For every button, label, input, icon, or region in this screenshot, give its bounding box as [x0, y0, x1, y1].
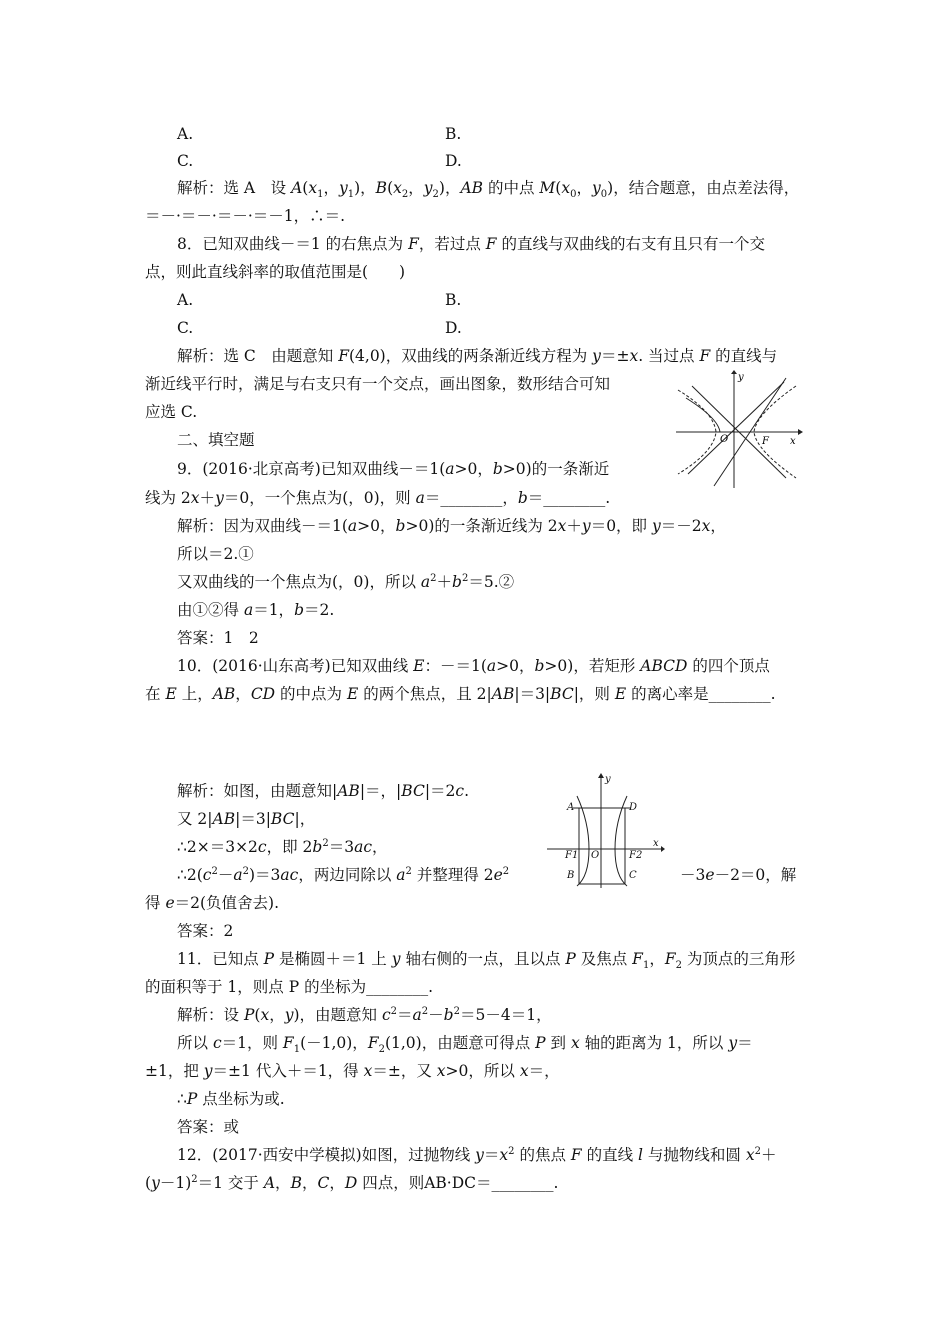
label-f1: F1	[565, 850, 579, 861]
focus-label: F	[762, 436, 769, 447]
origin-label: O	[720, 434, 729, 445]
text-line: 二、填空题	[177, 431, 255, 449]
y-axis-label: y	[605, 774, 611, 785]
hyperbola-figure	[674, 370, 804, 490]
text-line: 又 2|AB|＝3|BC|，	[177, 810, 316, 828]
curve	[686, 398, 720, 432]
text-line: A.	[177, 125, 194, 143]
text-line: －3e－2＝0，解	[680, 866, 797, 884]
text-line: 答案：2	[177, 922, 234, 940]
text-line: C.	[177, 319, 194, 337]
text-line: $(y-1)^2=1$ 交于 A，B，C，D 四点，则AB·DC＝________.	[145, 1173, 559, 1192]
text-line: 在 E 上，AB，CD 的中点为 E 的两个焦点，且 2|AB|＝3|BC|，则 E 的离心率是________.	[145, 685, 776, 703]
text-line: 12．(2017·西安中学模拟)如图，过抛物线 $y=x^2$ 的焦点 F 的直线 l 与抛物线和圆 $x^2+$	[177, 1145, 777, 1164]
text-line: 所以＝2.①	[177, 545, 254, 563]
text-line: B.	[445, 125, 462, 143]
text-line: 由①②得 a＝1，b＝2.	[177, 601, 335, 619]
text-line: ∴P 点坐标为或.	[177, 1090, 285, 1108]
text-line: 10．(2016·山东高考)已知双曲线 E：－＝1(a>0，b>0)，若矩形 ABCD 的四个顶点	[177, 657, 770, 675]
text-line: A.	[177, 291, 194, 309]
text-line: C.	[177, 152, 194, 170]
text-line: ∴2×＝3×2c，即 $2b^2=3ac$，	[177, 837, 388, 856]
label-b: B	[567, 870, 575, 881]
text-line: 点，则此直线斜率的取值范围是( )	[145, 263, 406, 281]
text-line: 11．已知点 P 是椭圆＋＝1 上 y 轴右侧的一点，且以点 P 及焦点 $F_1$，$F_2$ 为顶点的三角形	[177, 950, 796, 972]
label-f2: F2	[629, 850, 643, 861]
text-line: 渐近线平行时，满足与右支只有一个交点，画出图象，数形结合可知	[145, 375, 611, 393]
text-line: 线为 2x＋y＝0，一个焦点为(，0)，则 a＝________，b＝________.	[145, 489, 611, 507]
text-line: 的面积等于 1，则点 P 的坐标为________.	[145, 978, 433, 996]
label-d: D	[629, 802, 638, 813]
text-line: 9．(2016·北京高考)已知双曲线－＝1(a>0，b>0)的一条渐近	[177, 460, 610, 478]
text-line: 解析：选 C 由题意知 F(4,0)，双曲线的两条渐近线方程为 y＝±x. 当过点 F 的直线与	[177, 347, 778, 365]
text-line: ＝－·＝－·＝－·＝－1，∴＝.	[145, 207, 346, 225]
text-line: 解析：设 P(x，y)，由题意知 $c^2=a^2-b^2=5-4=1$，	[177, 1005, 552, 1024]
text-line: 解析：如图，由题意知|AB|＝，|BC|＝2c.	[177, 782, 470, 800]
y-axis-label: y	[738, 372, 744, 383]
y-arrow	[731, 370, 737, 374]
text-line: D.	[445, 152, 462, 170]
text-line: 解析：选 A 设 $A(x_1$，$y_1$)，$B(x_2$，$y_2$)，AB 的中点 $M(x_0$，$y_0$)，结合题意，由点差法得，	[177, 179, 800, 201]
text-line: 答案：1 2	[177, 629, 259, 647]
label-c: C	[629, 870, 637, 881]
label-origin: O	[591, 850, 600, 861]
text-line: 解析：因为双曲线－＝1(a>0，b>0)的一条渐近线为 2x＋y＝0，即 y＝－2x，	[177, 517, 726, 535]
text-line: 8．已知双曲线－＝1 的右焦点为 F，若过点 F 的直线与双曲线的右支有且只有一个交	[177, 235, 765, 253]
text-line: 又双曲线的一个焦点为(，0)，所以 $a^2+b^2=5.②$	[177, 572, 515, 591]
x-arrow	[798, 429, 803, 435]
text-line: 所以 c＝1，则 $F_1(-1,0)$，$F_2(1,0)$，由题意可得点 P 到 x 轴的距离为 1，所以 y＝	[177, 1034, 753, 1056]
rectangle-hyperbola-figure	[545, 772, 665, 890]
label-a: A	[567, 802, 575, 813]
text-line: 答案：或	[177, 1118, 240, 1136]
x-axis-label: x	[790, 436, 796, 447]
text-line: 应选 C.	[145, 403, 198, 421]
text-line: $\therefore 2(c^2-a^2)=3ac$，两边同除以 $a^2$ 并整理得 $2e^2$	[177, 865, 510, 884]
text-line: 得 e＝2(负值舍去).	[145, 894, 280, 912]
x-axis-label: x	[653, 838, 659, 849]
text-line: D.	[445, 319, 462, 337]
text-line: B.	[445, 291, 462, 309]
text-line: ±1，把 y＝±1 代入＋＝1，得 x＝±，又 x>0，所以 x＝，	[145, 1062, 560, 1080]
